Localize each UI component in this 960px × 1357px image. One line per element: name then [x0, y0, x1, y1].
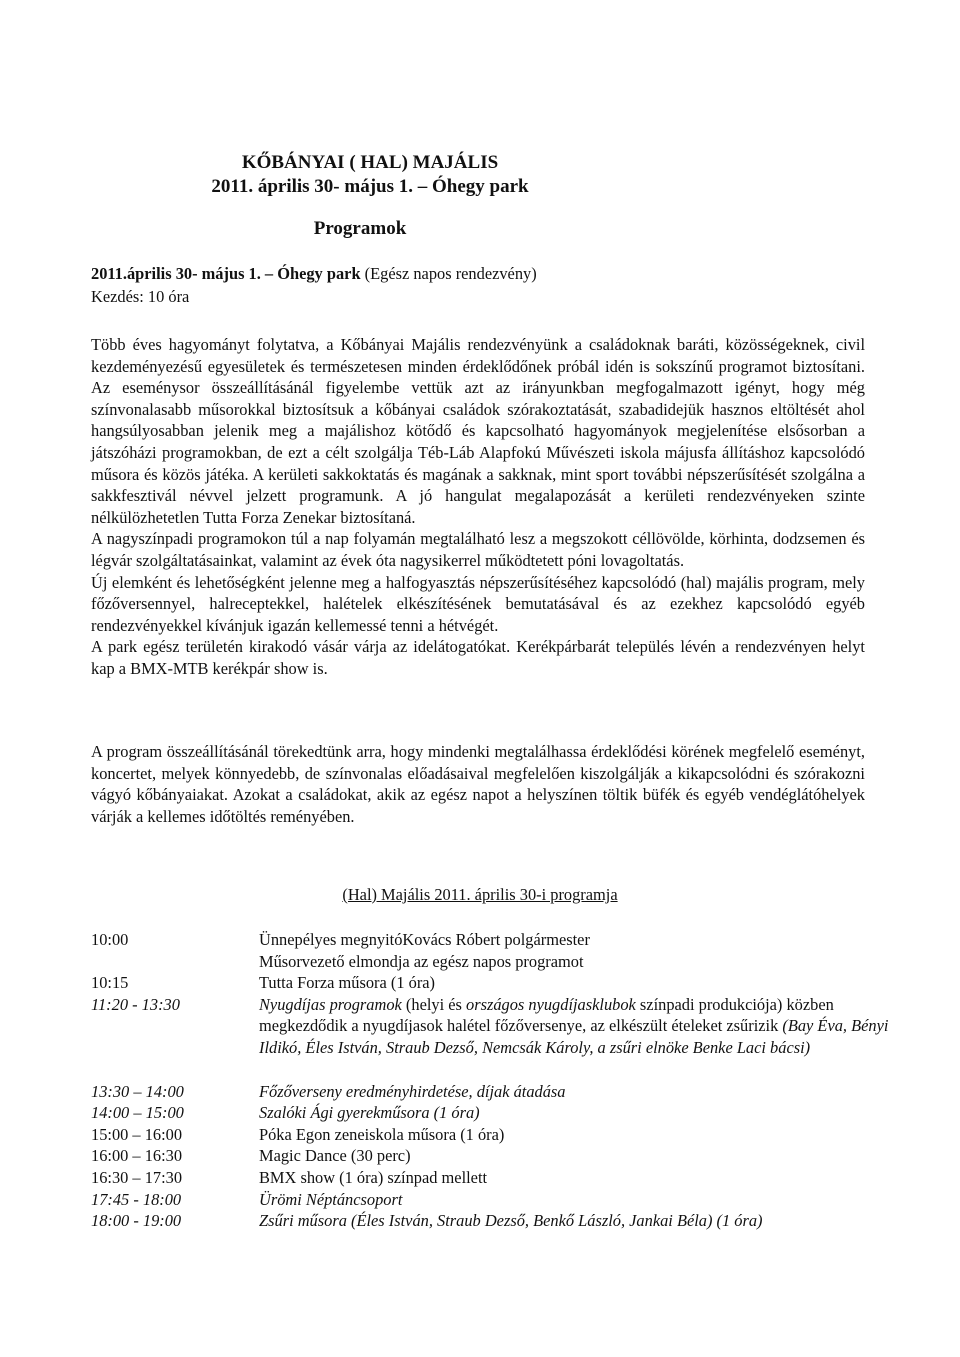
schedule-time: 11:20 - 13:30	[91, 994, 180, 1014]
event-date-place: 2011. április 30- május 1. – Óhegy park	[211, 176, 529, 197]
document-title: KŐBÁNYAI ( HAL) MAJÁLIS	[241, 152, 499, 173]
schedule-text: Póka Egon zeneiskola műsora (1 óra)	[259, 1124, 505, 1144]
schedule-text: Ürömi Néptáncsoport	[259, 1189, 403, 1209]
schedule-time: 10:00	[91, 930, 129, 949]
schedule-time: 18:00 - 19:00	[91, 1211, 182, 1231]
schedule-text-italic: országos nyugdíjasklubok	[466, 994, 636, 1014]
schedule-time: 17:45 - 18:00	[91, 1189, 182, 1209]
schedule-row	[91, 1145, 891, 1167]
schedule-row	[91, 1124, 891, 1146]
schedule-title: (Hal) Majális 2011. április 30-i programja	[342, 885, 618, 904]
paragraph: Új elemként és lehetőségként jelenne meg a halfogyasztás népszerűsítéséhez kapcsolódó (hal) majális program, mely főzőversennyel, halreceptekkel, halételek elkészítésének bemutatásával és az ezekhez kapcsolódó egyéb rendezvényekkel kívánjuk igazán kellemessé tenni a hétvégét.	[91, 572, 865, 635]
paragraph: A program összeállításánál törekedtünk arra, hogy mindenki megtalálhassa érdeklődési körének megfelelő eseményt, koncertet, melyek könnyedebb, de színvonalas előadásaival megfelelően kiszolgálják a kikapcsolódni és szórakozni vágyó kőbányaiakat. Azokat a családokat, akik az egész napot a helyszínen töltik büfék és egyéb vendéglátóhelyek várják a kellemes időtöltés reményében.	[91, 742, 865, 826]
schedule-row	[91, 1081, 891, 1103]
schedule-row	[91, 1167, 891, 1189]
spacer	[91, 1059, 891, 1081]
start-time: Kezdés: 10 óra	[91, 287, 190, 306]
schedule-text-italic: Nyugdíjas programok	[259, 994, 402, 1014]
schedule-time: 16:30 – 17:30	[91, 1167, 183, 1187]
closing-paragraph	[91, 741, 865, 827]
schedule-time: 16:00 – 16:30	[91, 1146, 183, 1166]
schedule-time: 15:00 – 16:00	[91, 1124, 183, 1144]
schedule-row	[91, 951, 891, 973]
schedule-row	[91, 972, 891, 994]
schedule-time	[91, 951, 259, 973]
body-paragraphs	[91, 334, 865, 680]
schedule-row	[91, 994, 891, 1059]
schedule-text: Műsorvezető elmondja az egész napos programot	[259, 951, 584, 971]
schedule-text: BMX show (1 óra) színpad mellett	[259, 1167, 488, 1187]
schedule-text: Ünnepélyes megnyitóKovács Róbert polgármester	[259, 930, 590, 949]
schedule-row	[91, 1189, 891, 1211]
schedule-text-mid: (helyi és	[401, 994, 466, 1014]
event-line-bold: 2011.április 30- május 1. – Óhegy park	[91, 264, 361, 283]
schedule-text: Magic Dance (30 perc)	[259, 1146, 411, 1166]
schedule-text: Főzőverseny eredményhirdetése, díjak átadása	[259, 1081, 566, 1101]
paragraph: Több éves hagyományt folytatva, a Kőbányai Majális rendezvényünk a családoknak baráti, közösségeknek, civil kezdeményezésű egyesületek és természetesen minden érdeklődőnek próbál idén is sokszínű programot biztosítani. Az eseménysor összeállításánál figyelembe vettük azt az irányunkban megfogalmazott igényt, hogy még színvonalasabb műsorokkal biztosítsuk a kőbányai családok szórakoztatását, szabadidejük hasznos eltöltését ahol hangsúlyosabban jelenik meg a majálishoz kötődő és kapcsolható hagyományok megjelenítése elsősorban a játszóházi programokban, de ezt a célt szolgálja Téb-Láb Alapfokú Művészeti iskola májusfa állításhoz kapcsolódó műsora és közös játéka. A kerületi sakkoktatás és magának a sakknak, mint sport további népszerűsítését szolgálna a sakkfesztivál névvel jelzett programunk. A jó hangulat megalapozását a kerületi rendezvényeken szinte nélkülözhetetlen Tutta Forza Zenekar biztosítaná.	[91, 335, 865, 527]
section-heading: Programok	[313, 218, 407, 239]
schedule-text	[259, 994, 891, 1059]
paragraph: A park egész területén kirakodó vásár várja az idelátogatókat. Kerékpárbarát település lévén a rendezvényen helyt kap a BMX-MTB kerékpár show is.	[91, 637, 865, 678]
schedule-text: Zsűri műsora (Éles István, Straub Dezső, Benkő László, Jankai Béla) (1 óra)	[259, 1211, 763, 1231]
schedule-row	[91, 1102, 891, 1124]
paragraph: A nagyszínpadi programokon túl a nap folyamán megtalálható lesz a megszokott céllövölde, körhinta, dodzsemen és légvár szolgáltatásainkat, valamint az évek óta nagysikerrel működtetett póni lovagoltatás.	[91, 529, 865, 570]
schedule-text: Szalóki Ági gyerekműsora (1 óra)	[259, 1103, 480, 1123]
schedule-row	[91, 929, 891, 951]
schedule-text-italic: (Bay Éva, Bényi Ildikó, Éles István, Straub Dezső, Nemcsák Károly, a zsűri elnöke Benke Laci bácsi)	[259, 1016, 889, 1057]
event-line-rest: (Egész napos rendezvény)	[360, 264, 537, 283]
schedule-row	[91, 1210, 891, 1232]
schedule-time: 13:30 – 14:00	[91, 1081, 184, 1101]
schedule-text: Tutta Forza műsora (1 óra)	[259, 973, 436, 993]
event-line	[91, 264, 537, 284]
schedule-time: 10:15	[91, 973, 129, 993]
schedule-list	[91, 929, 891, 1232]
schedule-time: 14:00 – 15:00	[91, 1103, 184, 1123]
schedule-text-rest: színpadi produkciója) közben megkezdődik a nyugdíjasok halétel főzőversenye, az elkészült ételeket zsűrizik	[259, 994, 834, 1036]
